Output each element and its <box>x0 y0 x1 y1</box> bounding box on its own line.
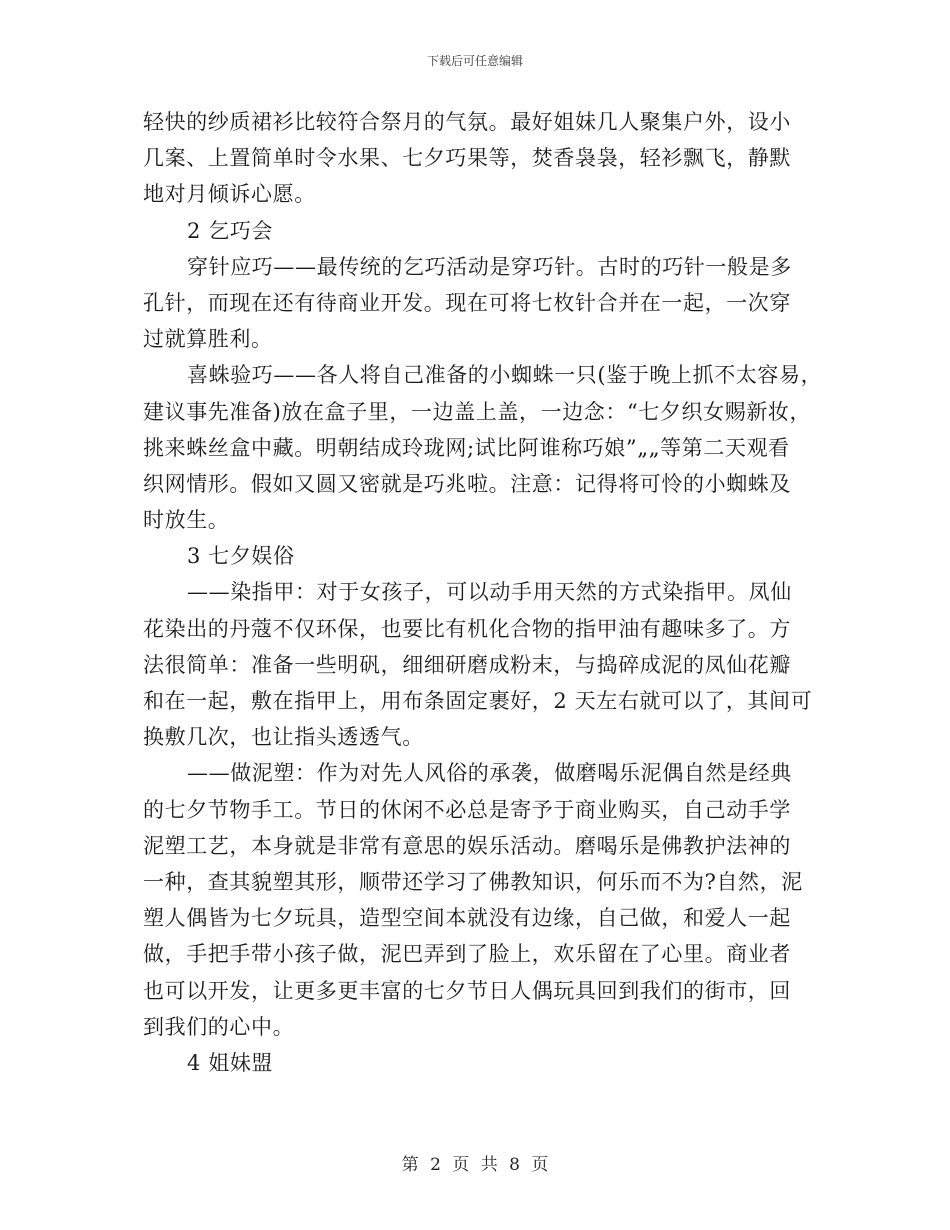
text-line: 时放生。 <box>143 508 230 533</box>
text-line: 4 姐妹盟 <box>187 1050 274 1075</box>
text-line: 法很简单：准备一些明矾，细细研磨成粉末，与捣碎成泥的凤仙花瓣 <box>143 652 791 677</box>
text-line: 地对月倾诉心愿。 <box>143 182 316 207</box>
text-line: 换敷几次，也让指头透透气。 <box>143 725 424 750</box>
text-line: 过就算胜利。 <box>143 327 273 352</box>
text-line: 3 七夕娱俗 <box>187 544 295 569</box>
text-line: ——染指甲：对于女孩子，可以动手用天然的方式染指甲。凤仙 <box>187 580 792 605</box>
text-line: 一种，查其貌塑其形，顺带还学习了佛教知识，何乐而不为?自然，泥 <box>143 869 803 894</box>
text-line: 建议事先准备)放在盒子里，一边盖上盖，一边念：“七夕织女赐新妆， <box>143 399 812 424</box>
text-line: 挑来蛛丝盒中藏。明朝结成玲珑网;试比阿谁称巧娘”„„等第二天观看 <box>143 435 790 460</box>
page-footer: 第 2 页 共 8 页 <box>401 1155 549 1175</box>
page-header: 下载后可任意编辑 <box>426 54 523 68</box>
text-line: 穿针应巧——最传统的乞巧活动是穿巧针。古时的巧针一般是多 <box>187 254 792 279</box>
text-line: 2 乞巧会 <box>187 218 274 243</box>
text-line: 几案、上置简单时令水果、七夕巧果等，焚香袅袅，轻衫飘飞，静默 <box>143 146 791 171</box>
text-line: 轻快的纱质裙衫比较符合祭月的气氛。最好姐妹几人聚集户外，设小 <box>143 110 791 134</box>
text-line: ——做泥塑：作为对先人风俗的承袭，做磨喝乐泥偶自然是经典 <box>187 761 792 786</box>
text-line: 做，手把手带小孩子做，泥巴弄到了脸上，欢乐留在了心里。商业者 <box>143 942 791 967</box>
text-line: 花染出的丹蔻不仅环保，也要比有机化合物的指甲油有趣味多了。方 <box>143 616 791 641</box>
text-line: 和在一起，敷在指甲上，用布条固定裹好，2 天左右就可以了，其间可 <box>143 689 813 713</box>
text-line: 孔针，而现在还有待商业开发。现在可将七枚针合并在一起，一次穿 <box>143 290 791 315</box>
document-body <box>143 104 823 1081</box>
text-line: 塑人偶皆为七夕玩具，造型空间本就没有边缘，自己做，和爱人一起 <box>143 906 791 931</box>
text-line: 到我们的心中。 <box>143 1014 295 1039</box>
text-line: 也可以开发，让更多更丰富的七夕节日人偶玩具回到我们的街市，回 <box>143 978 791 1003</box>
text-line: 的七夕节物手工。节日的休闲不必总是寄予于商业购买，自己动手学 <box>143 797 791 822</box>
text-line: 喜蛛验巧——各人将自己准备的小蜘蛛一只(鉴于晚上抓不太容易， <box>187 363 823 388</box>
text-line: 织网情形。假如又圆又密就是巧兆啦。注意：记得将可怜的小蜘蛛及 <box>143 471 791 496</box>
text-line: 泥塑工艺，本身就是非常有意思的娱乐活动。磨喝乐是佛教护法神的 <box>143 833 791 858</box>
